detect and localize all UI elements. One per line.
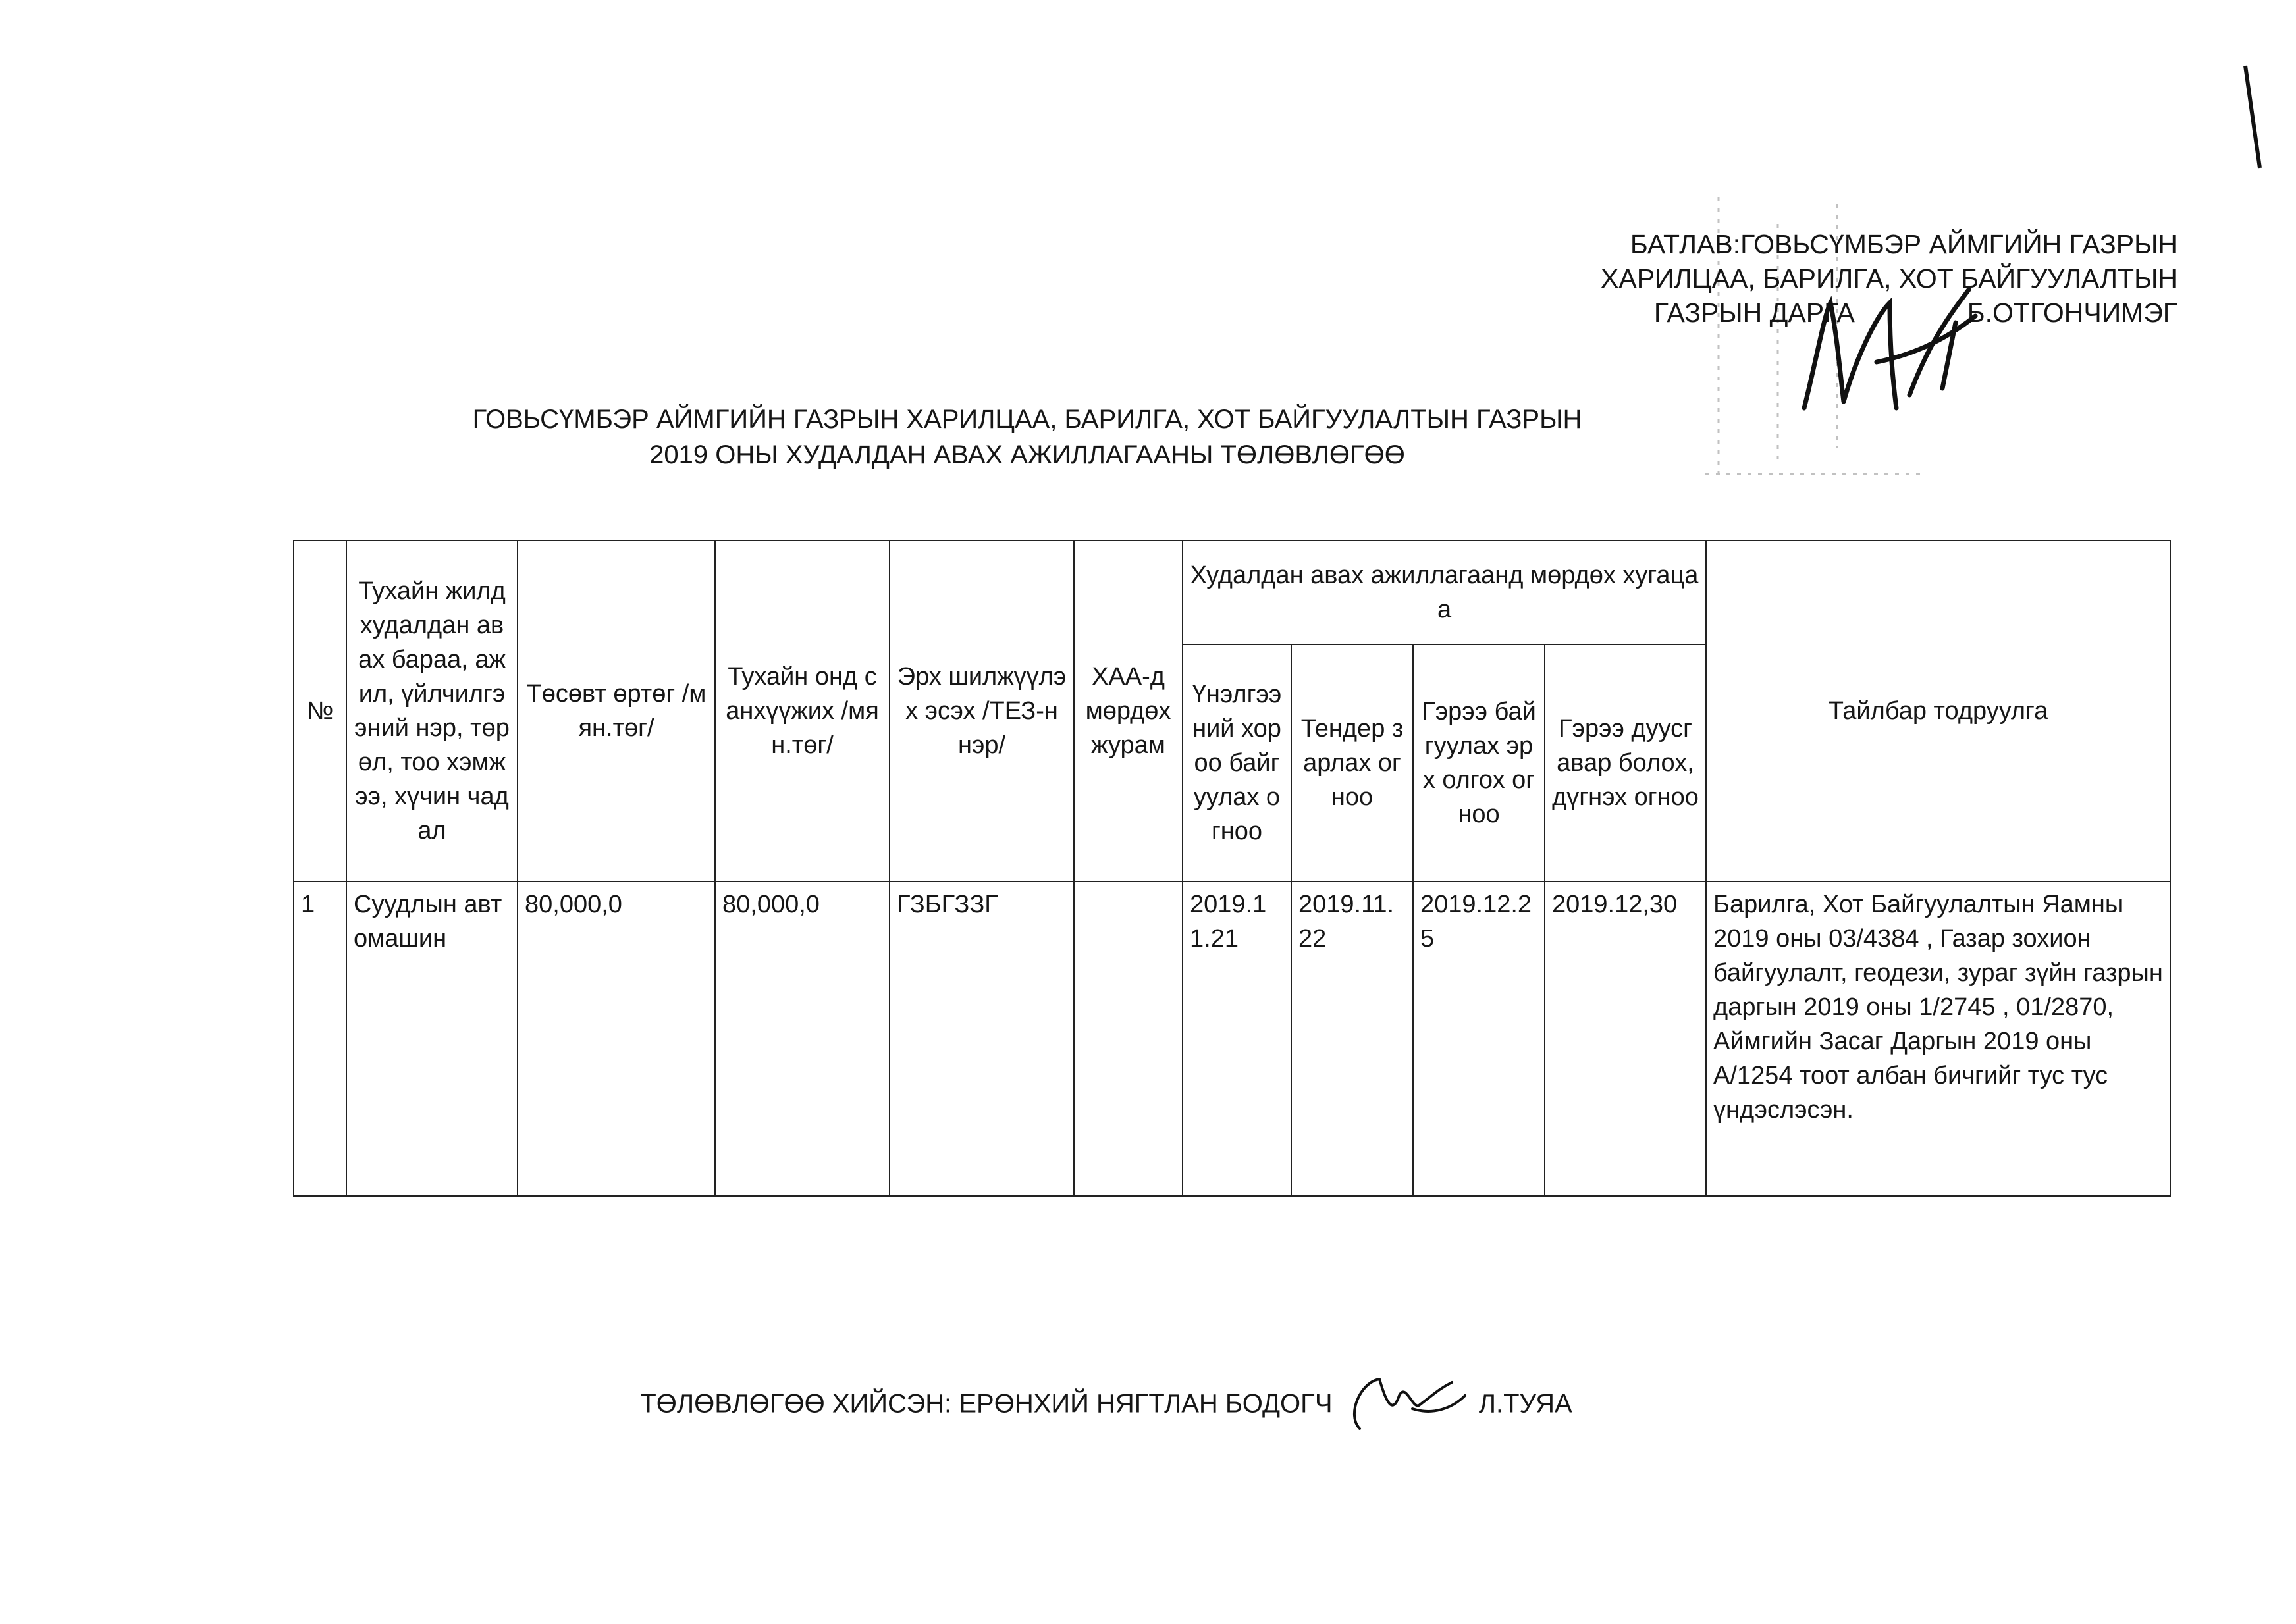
header-committee-date: Үнэлгээний хороо байгуулах огноо: [1183, 644, 1291, 881]
cell-funding: 80,000,0: [715, 881, 890, 1196]
header-schedule-group: Худалдан авах ажиллагаанд мөрдөх хугацаа: [1183, 540, 1706, 644]
cell-tender-date: 2019.11.22: [1291, 881, 1413, 1196]
prepared-by-line: [0, 1369, 2212, 1442]
header-contract-right-date: Гэрээ байгуулах эрх олгох огноо: [1413, 644, 1545, 881]
prepared-by-label: ТӨЛӨВЛӨГӨӨ ХИЙСЭН: ЕРӨНХИЙ НЯГТЛАН БОДОГЧ: [640, 1389, 1333, 1419]
header-remarks: Тайлбар тодруулга: [1706, 540, 2170, 881]
cell-contract-right-date: 2019.12.25: [1413, 881, 1545, 1196]
header-procedure: ХАА-д мөрдөх журам: [1074, 540, 1183, 881]
accountant-signature: [1340, 1369, 1472, 1442]
cell-budget: 80,000,0: [518, 881, 715, 1196]
scan-edge-mark: [2240, 63, 2266, 174]
header-tender-date: Тендер зарлах огноо: [1291, 644, 1413, 881]
cell-no: 1: [294, 881, 346, 1196]
accountant-name: Л.ТУЯА: [1478, 1389, 1572, 1419]
approval-line-1: БАТЛАВ:ГОВЬСҮМБЭР АЙМГИЙН ГАЗРЫН: [1630, 229, 2177, 259]
cell-contract-end-date: 2019.12,30: [1545, 881, 1706, 1196]
cell-item: Суудлын автомашин: [346, 881, 518, 1196]
title-line-2: 2019 ОНЫ ХУДАЛДАН АВАХ АЖИЛЛАГААНЫ ТӨЛӨВЛӨГӨӨ: [649, 440, 1405, 469]
header-item: Тухайн жилд худалдан авах бараа, ажил, үйлчилгээний нэр, төрөл, тоо хэмжээ, хүчин чадал: [346, 540, 518, 881]
header-no: №: [294, 540, 346, 881]
header-contract-end-date: Гэрээ дуусгавар болох, дүгнэх огноо: [1545, 644, 1706, 881]
procurement-plan-table: [293, 540, 2171, 1197]
title-line-1: ГОВЬСҮМБЭР АЙМГИЙН ГАЗРЫН ХАРИЛЦАА, БАРИЛГА, ХОТ БАЙГУУЛАЛТЫН ГАЗРЫН: [472, 405, 1582, 434]
cell-authority: ГЗБГЗЗГ: [890, 881, 1074, 1196]
header-budget: Төсөвт өртөг /мян.төг/: [518, 540, 715, 881]
approval-line-2: ХАРИЛЦАА, БАРИЛГА, ХОТ БАЙГУУЛАЛТЫН: [1601, 263, 2177, 294]
table-header-row: [294, 540, 2170, 644]
document-title: [0, 402, 2054, 473]
cell-procedure: [1074, 881, 1183, 1196]
cell-committee-date: 2019.11.21: [1183, 881, 1291, 1196]
approval-line-3: ГАЗРЫН ДАРГА Б.ОТГОНЧИМЭГ: [1653, 298, 2177, 328]
header-funding: Тухайн онд санхүүжих /мян.төг/: [715, 540, 890, 881]
header-authority: Эрх шилжүүлэх эсэх /ТЕЗ-н нэр/: [890, 540, 1074, 881]
cell-remarks: Барилга, Хот Байгуулалтын Яамны 2019 оны 03/4384 , Газар зохион байгуулалт, геодези, зураг зүйн газрын даргын 2019 оны 1/2745 , 01/2870, Аймгийн Засаг Даргын 2019 оны А/1254 тоот албан бичгийг тус тус үндэслэсэн.: [1706, 881, 2170, 1196]
table-row: [294, 881, 2170, 1196]
